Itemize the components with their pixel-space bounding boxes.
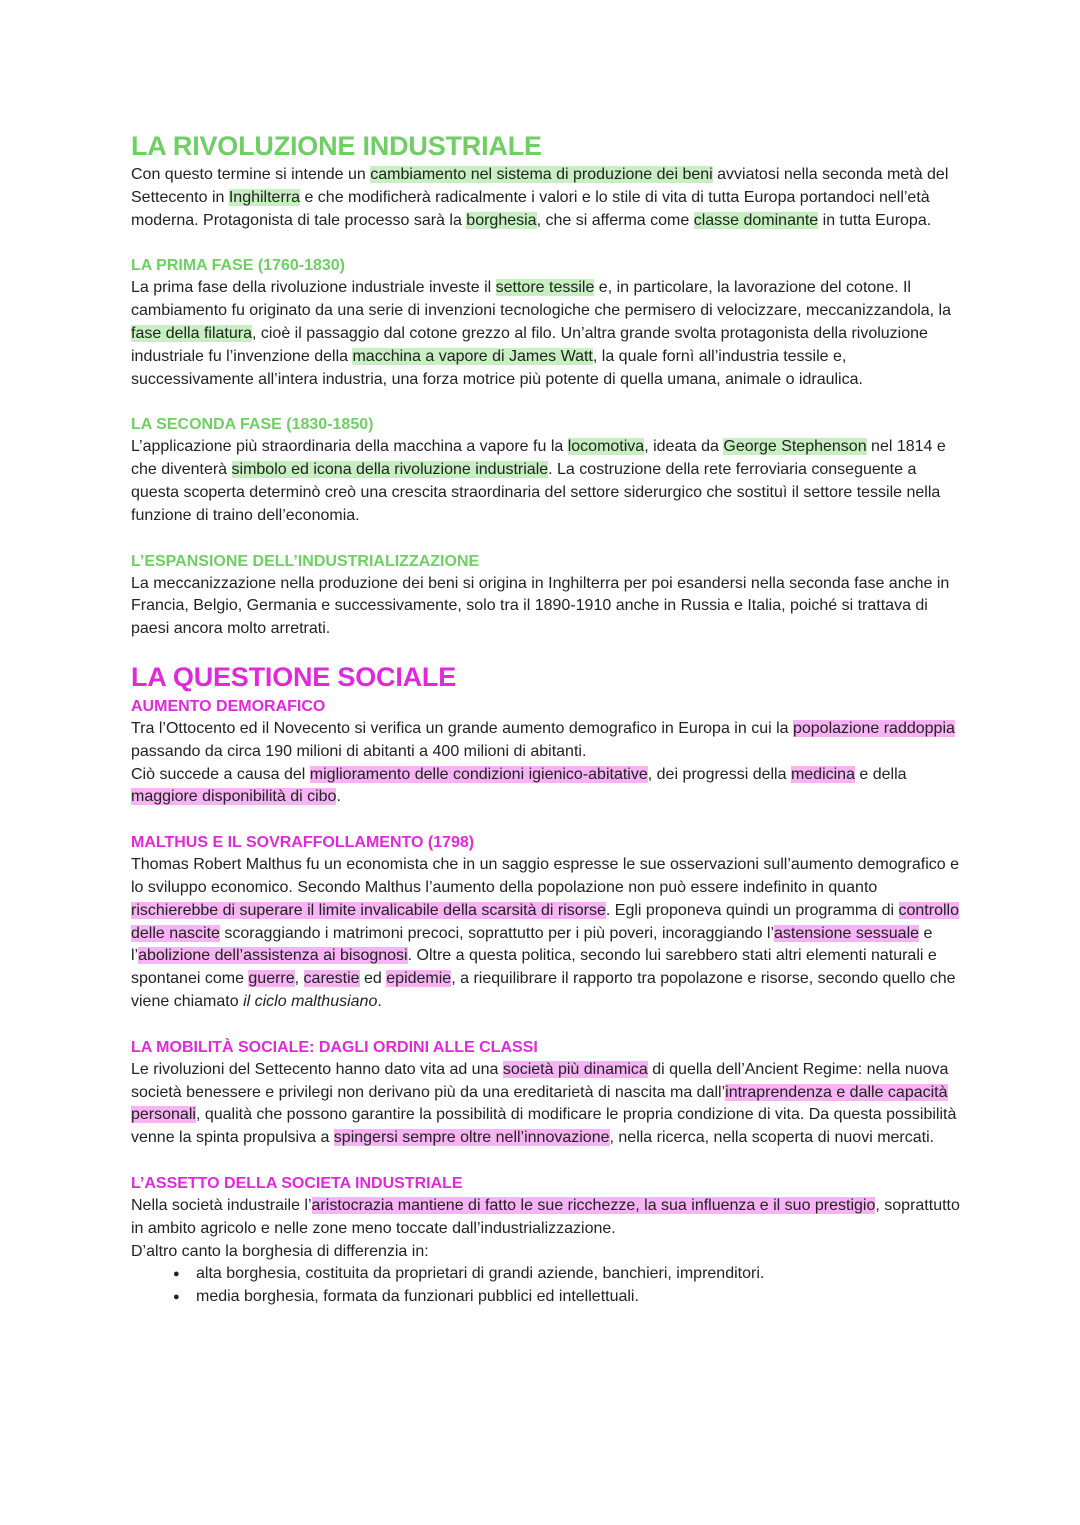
highlighted-text: popolazione raddoppia bbox=[792, 719, 955, 737]
document-content bbox=[131, 128, 961, 1309]
highlighted-text: George Stephenson bbox=[723, 438, 867, 456]
highlighted-text: controllo delle nascite bbox=[131, 901, 959, 942]
highlighted-text: medicina bbox=[790, 765, 855, 783]
spacer bbox=[131, 641, 961, 659]
heading-mobility: LA MOBILITÀ SOCIALE: DAGLI ORDINI ALLE CLASSI bbox=[131, 1038, 538, 1056]
heading-phase2: LA SECONDA FASE (1830-1850) bbox=[131, 416, 374, 434]
paragraph-demographic-2: Ciò succede a causa del miglioramento delle condizioni igienico-abitative, dei progressi della medicina e della maggiore disponibilità di cibo. bbox=[131, 765, 907, 806]
paragraph-phase1: La prima fase della rivoluzione industriale investe il settore tessile e, in particolare, la lavorazione del cotone. Il cambiamento fu originato da una serie di invenzioni tecnologiche che permisero di velocizzare, meccanizzandola, la fase della filatura, cioè il passaggio dal cotone grezzo al filo. Un’altra grande svolta protagonista della rivoluzione industriale fu l’invenzione della macchina a vapore di James Watt, la quale fornì all’industria tessile e, successivamente all’intera industria, una forza motrice più potente di quella umana, animale o idraulica. bbox=[131, 279, 952, 388]
spacer bbox=[131, 1014, 961, 1036]
highlighted-text: abolizione dell’assistenza ai bisognosi bbox=[138, 947, 408, 965]
highlighted-text: classe dominante bbox=[693, 211, 819, 229]
title-industrial-revolution: LA RIVOLUZIONE INDUSTRIALE bbox=[131, 131, 542, 161]
spacer bbox=[131, 232, 961, 254]
paragraph-structure-2: D’altro canto la borghesia di differenzia in: bbox=[131, 1242, 429, 1260]
spacer bbox=[131, 1150, 961, 1172]
paragraph-malthus: Thomas Robert Malthus fu un economista che in un saggio espresse le sue osservazioni sull’aumento demografico e lo sviluppo economico. Secondo Malthus l’aumento della popolazione non può essere indefinito in quanto rischierebbe di superare il limite invalicabile della scarsità di risorse. Egli proponeva quindi un programma di controllo delle nascite scoraggiando i matrimoni precoci, soprattutto per i più poveri, incoraggiando l’astensione sessuale e l’abolizione dell’assistenza ai bisognosi. Oltre a questa politica, secondo lui sarebbero stati altri elementi naturali e spontanei come guerre, carestie ed epidemie, a riequilibrare il rapporto tra popolazone e risorse, secondo quello che viene chiamato il ciclo malthusiano. bbox=[131, 856, 959, 1010]
bourgeoisie-list bbox=[131, 1263, 961, 1309]
spacer bbox=[131, 391, 961, 413]
list-item: ● alta borghesia, costituita da proprietari di grandi aziende, banchieri, imprenditori. bbox=[173, 1263, 961, 1286]
heading-expansion: L’ESPANSIONE DELL’INDUSTRIALIZZAZIONE bbox=[131, 552, 480, 570]
highlighted-text: simbolo ed icona della rivoluzione industriale bbox=[231, 461, 549, 479]
highlighted-text: borghesia bbox=[466, 211, 537, 229]
paragraph-mobility: Le rivoluzioni del Settecento hanno dato vita ad una società più dinamica di quella dell’Ancient Regime: nella nuova società benessere e privilegi non derivano più da una ereditarietà di nascita ma dall’intraprendenza e dalle capacità personali, qualità che possono garantire la possibilità di modificare le propria condizione di vita. Da questa possibilità venne la spinta propulsiva a spingersi sempre oltre nell’innovazione, nella ricerca, nella scoperta di nuovi mercati. bbox=[131, 1060, 957, 1147]
heading-phase1: LA PRIMA FASE (1760-1830) bbox=[131, 257, 345, 275]
highlighted-text: locomotiva bbox=[567, 438, 645, 456]
intro-paragraph: Con questo termine si intende un cambiamento nel sistema di produzione dei beni avviatosi nella seconda metà del Settecento in Inghilterra e che modificherà radicalmente i valori e lo stile di vita di tutta Europa portandoci nell’età moderna. Protagonista di tale processo sarà la borghesia, che si afferma come classe dominante in tutta Europa. bbox=[131, 166, 949, 229]
highlighted-text: cambiamento nel sistema di produzione dei beni bbox=[370, 166, 713, 183]
highlighted-text: settore tessile bbox=[495, 279, 595, 297]
highlighted-text: rischierebbe di superare il limite invalicabile della scarsità di risorse bbox=[131, 901, 606, 919]
title-social-question: LA QUESTIONE SOCIALE bbox=[131, 661, 457, 692]
highlighted-text: fase della filatura bbox=[131, 324, 252, 342]
highlighted-text: macchina a vapore di James Watt bbox=[352, 347, 593, 365]
paragraph-expansion: La meccanizzazione nella produzione dei beni si origina in Inghilterra per poi esandersi nella seconda fase anche in Francia, Belgio, Germania e successivamente, solo tra il 1890-1910 anche in Russia e Italia, poiché si trattava di paesi ancora molto arretrati. bbox=[131, 574, 950, 638]
highlighted-text: intraprendenza e dalle capacità personali bbox=[131, 1083, 948, 1124]
list-item: ● media borghesia, formata da funzionari pubblici ed intellettuali. bbox=[173, 1286, 961, 1309]
highlighted-text: miglioramento delle condizioni igienico-abitative bbox=[309, 765, 648, 783]
highlighted-text: carestie bbox=[303, 970, 360, 988]
heading-structure: L’ASSETTO DELLA SOCIETA INDUSTRIALE bbox=[131, 1174, 463, 1192]
paragraph-demographic-1: Tra l’Ottocento ed il Novecento si verifica un grande aumento demografico in Europa in cui la popolazione raddoppia passando da circa 190 milioni di abitanti a 400 milioni di abitanti. bbox=[131, 719, 955, 760]
italic-text: il ciclo malthusiano bbox=[243, 992, 378, 1010]
paragraph-phase2: L’applicazione più straordinaria della macchina a vapore fu la locomotiva, ideata da George Stephenson nel 1814 e che diventerà simbolo ed icona della rivoluzione industriale. La costruzione della rete ferroviaria conseguente a questa scoperta determinò creò una crescita straordinaria del settore siderurgico che sostituì il settore tessile nella funzione di traino dell’economia. bbox=[131, 438, 946, 524]
highlighted-text: Inghilterra bbox=[228, 188, 300, 206]
spacer bbox=[131, 809, 961, 831]
highlighted-text: guerre bbox=[248, 970, 295, 988]
highlighted-text: società più dinamica bbox=[502, 1060, 648, 1078]
heading-malthus: MALTHUS E IL SOVRAFFOLLAMENTO (1798) bbox=[131, 834, 475, 852]
spacer bbox=[131, 528, 961, 550]
paragraph-structure-1: Nella società industraile l’aristocrazia mantiene di fatto le sue ricchezze, la sua influenza e il suo prestigio, soprattutto in ambito agricolo e nelle zone meno toccate dall’industrializzazione. bbox=[131, 1196, 960, 1237]
highlighted-text: maggiore disponibilità di cibo bbox=[131, 788, 337, 806]
highlighted-text: astensione sessuale bbox=[774, 924, 920, 942]
highlighted-text: spingersi sempre oltre nell’innovazione bbox=[333, 1129, 610, 1147]
highlighted-text: aristocrazia mantiene di fatto le sue ricchezze, la sua influenza e il suo prestigio bbox=[311, 1196, 876, 1214]
heading-demographic: AUMENTO DEMORAFICO bbox=[131, 697, 326, 715]
highlighted-text: epidemie bbox=[386, 970, 452, 988]
